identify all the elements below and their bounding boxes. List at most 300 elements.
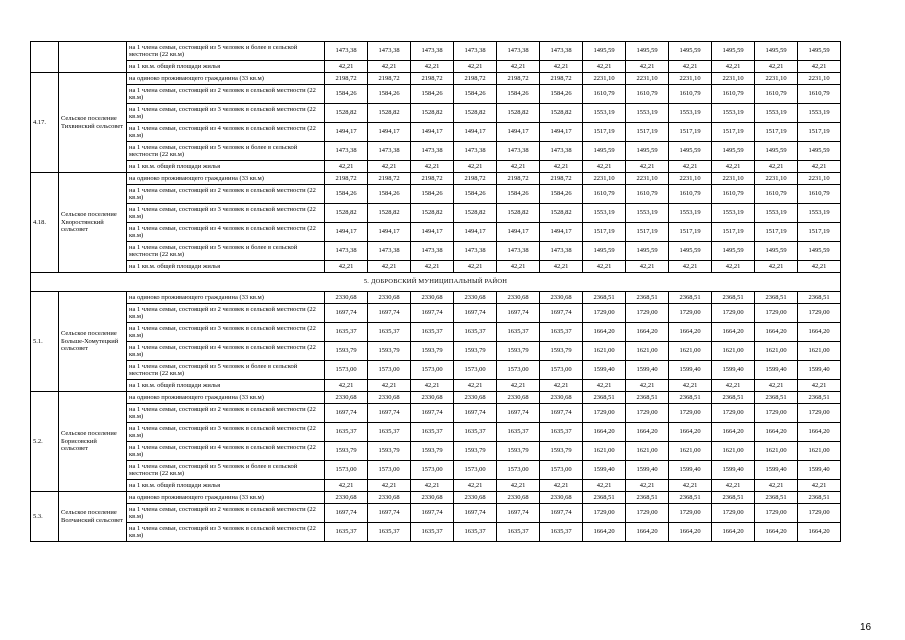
table-row (31, 185, 841, 204)
rate-value: 1584,26 (368, 185, 411, 204)
rate-value: 1664,20 (626, 323, 669, 342)
rate-value: 1528,82 (540, 104, 583, 123)
table-row (31, 242, 841, 261)
rate-value: 1729,00 (583, 304, 626, 323)
rate-value: 1573,00 (411, 461, 454, 480)
row-description: на 1 кв.м. общей площади жилья (127, 480, 325, 492)
table-row (31, 442, 841, 461)
rate-value: 1664,20 (755, 523, 798, 542)
rate-value: 1573,00 (497, 361, 540, 380)
row-description: на 1 члена семьи, состоящей из 4 человек в сельской местности (22 кв.м) (127, 123, 325, 142)
rate-value: 1553,19 (755, 204, 798, 223)
row-description: на 1 члена семьи, состоящей из 2 человек в сельской местности (22 кв.м) (127, 85, 325, 104)
rate-value: 1528,82 (454, 204, 497, 223)
rate-value: 1664,20 (626, 523, 669, 542)
rate-value: 42,21 (583, 380, 626, 392)
table-row (31, 42, 841, 61)
rate-value: 1473,38 (497, 242, 540, 261)
rate-value: 2198,72 (497, 173, 540, 185)
rate-value: 1473,38 (325, 242, 368, 261)
rate-value: 1528,82 (497, 104, 540, 123)
rate-value: 1593,79 (411, 442, 454, 461)
rate-value: 2330,68 (325, 292, 368, 304)
rate-value: 42,21 (798, 61, 841, 73)
row-description: на 1 члена семьи, состоящей из 2 человек в сельской местности (22 кв.м) (127, 185, 325, 204)
rate-value: 1729,00 (798, 304, 841, 323)
rate-value: 42,21 (411, 380, 454, 392)
rate-value: 2330,68 (540, 392, 583, 404)
rate-value: 2231,10 (669, 173, 712, 185)
rate-value: 1697,74 (368, 404, 411, 423)
settlement-name: Сельское поселение Больше-Хомутецкий сельсовет (59, 292, 127, 392)
rate-value: 42,21 (755, 261, 798, 273)
rates-table (30, 41, 841, 542)
rate-value: 1729,00 (669, 404, 712, 423)
rate-value: 1593,79 (325, 342, 368, 361)
rate-value: 42,21 (583, 61, 626, 73)
row-description: на 1 кв.м. общей площади жилья (127, 61, 325, 73)
rate-value: 42,21 (325, 261, 368, 273)
settlement-name: Сельское поселение Волчанский сельсовет (59, 492, 127, 542)
rate-value: 1621,00 (626, 442, 669, 461)
rate-value: 1697,74 (325, 404, 368, 423)
rate-value: 1517,19 (583, 223, 626, 242)
rate-value: 2368,51 (583, 292, 626, 304)
rate-value: 2198,72 (411, 73, 454, 85)
rate-value: 1610,79 (712, 185, 755, 204)
rate-value: 2368,51 (583, 392, 626, 404)
rate-value: 1553,19 (583, 204, 626, 223)
rate-value: 2198,72 (540, 173, 583, 185)
rate-value: 1553,19 (755, 104, 798, 123)
rate-value: 42,21 (798, 261, 841, 273)
rate-value: 2231,10 (798, 173, 841, 185)
rate-value: 42,21 (368, 380, 411, 392)
rate-value: 1729,00 (712, 504, 755, 523)
rate-value: 2330,68 (454, 292, 497, 304)
rate-value: 2368,51 (669, 492, 712, 504)
row-number: 5.2. (31, 392, 59, 492)
rate-value: 2368,51 (669, 392, 712, 404)
rate-value: 42,21 (497, 61, 540, 73)
rate-value: 42,21 (368, 261, 411, 273)
rate-value: 1473,38 (540, 142, 583, 161)
rate-value: 42,21 (454, 480, 497, 492)
table-row (31, 342, 841, 361)
rate-value: 1697,74 (411, 404, 454, 423)
rate-value: 1729,00 (755, 504, 798, 523)
rate-value: 1593,79 (368, 442, 411, 461)
rate-value: 2368,51 (712, 492, 755, 504)
rate-value: 2368,51 (755, 492, 798, 504)
table-row (31, 392, 841, 404)
rate-value: 1729,00 (798, 404, 841, 423)
rate-value: 1599,40 (583, 361, 626, 380)
rate-value: 1495,59 (755, 142, 798, 161)
rate-value: 1573,00 (368, 361, 411, 380)
rate-value: 1635,37 (325, 323, 368, 342)
rate-value: 42,21 (368, 480, 411, 492)
rate-value: 42,21 (583, 161, 626, 173)
rate-value: 42,21 (669, 61, 712, 73)
rate-value: 1664,20 (669, 523, 712, 542)
rate-value: 1635,37 (325, 423, 368, 442)
rate-value: 1635,37 (411, 323, 454, 342)
rate-value: 1593,79 (540, 442, 583, 461)
rate-value: 1553,19 (669, 204, 712, 223)
rate-value: 2231,10 (798, 73, 841, 85)
table-row (31, 61, 841, 73)
rate-value: 1495,59 (712, 242, 755, 261)
row-description: на 1 члена семьи, состоящей из 5 человек и более в сельской местности (22 кв.м) (127, 461, 325, 480)
rate-value: 1584,26 (411, 185, 454, 204)
rate-value: 42,21 (325, 480, 368, 492)
rate-value: 1517,19 (798, 223, 841, 242)
table-row (31, 261, 841, 273)
rate-value: 1729,00 (626, 404, 669, 423)
rate-value: 1517,19 (626, 223, 669, 242)
rate-value: 2198,72 (368, 173, 411, 185)
rate-value: 1729,00 (712, 404, 755, 423)
row-description: на одиноко проживающего гражданина (33 кв.м) (127, 392, 325, 404)
row-description: на 1 члена семьи, состоящей из 2 человек в сельской местности (22 кв.м) (127, 304, 325, 323)
rate-value: 2330,68 (411, 492, 454, 504)
rate-value: 2368,51 (583, 492, 626, 504)
rate-value: 1494,17 (497, 123, 540, 142)
rate-value: 1573,00 (540, 361, 583, 380)
rate-value: 1599,40 (798, 461, 841, 480)
rate-value: 1593,79 (454, 342, 497, 361)
rate-value: 2231,10 (755, 73, 798, 85)
rate-value: 1553,19 (669, 104, 712, 123)
rate-value: 1599,40 (755, 461, 798, 480)
rate-value: 1584,26 (454, 185, 497, 204)
rate-value: 1697,74 (454, 404, 497, 423)
row-description: на 1 члена семьи, состоящей из 5 человек и более в сельской местности (22 кв.м) (127, 361, 325, 380)
rate-value: 1584,26 (411, 85, 454, 104)
rate-value: 1573,00 (497, 461, 540, 480)
row-description: на 1 члена семьи, состоящей из 3 человек в сельской местности (22 кв.м) (127, 104, 325, 123)
rate-value: 1495,59 (583, 242, 626, 261)
rate-value: 1599,40 (669, 361, 712, 380)
rate-value: 1621,00 (626, 342, 669, 361)
rate-value: 1599,40 (712, 461, 755, 480)
rate-value: 1528,82 (325, 204, 368, 223)
settlement-name: Сельское поселение Борисовский сельсовет (59, 392, 127, 492)
row-description: на одиноко проживающего гражданина (33 кв.м) (127, 173, 325, 185)
rate-value: 1495,59 (669, 242, 712, 261)
rate-value: 1573,00 (325, 361, 368, 380)
rate-value: 1584,26 (540, 185, 583, 204)
row-description: на одиноко проживающего гражданина (33 кв.м) (127, 492, 325, 504)
rate-value: 42,21 (798, 480, 841, 492)
rate-value: 42,21 (712, 380, 755, 392)
rate-value: 1584,26 (454, 85, 497, 104)
table-row (31, 504, 841, 523)
rate-value: 2198,72 (497, 73, 540, 85)
rate-value: 42,21 (626, 380, 669, 392)
rate-value: 2368,51 (712, 292, 755, 304)
rate-value: 1697,74 (540, 504, 583, 523)
rate-value: 1494,17 (497, 223, 540, 242)
rate-value: 1664,20 (583, 323, 626, 342)
rate-value: 1495,59 (755, 42, 798, 61)
rate-value: 1573,00 (368, 461, 411, 480)
rate-value: 1610,79 (712, 85, 755, 104)
table-row (31, 404, 841, 423)
rate-value: 42,21 (669, 380, 712, 392)
rate-value: 1494,17 (454, 123, 497, 142)
rate-value: 1729,00 (755, 304, 798, 323)
row-description: на 1 члена семьи, состоящей из 4 человек в сельской местности (22 кв.м) (127, 342, 325, 361)
rate-value: 42,21 (540, 61, 583, 73)
rate-value: 42,21 (368, 161, 411, 173)
rate-value: 42,21 (669, 261, 712, 273)
table-row (31, 461, 841, 480)
rate-value: 1664,20 (669, 423, 712, 442)
rate-value: 42,21 (454, 261, 497, 273)
rate-value: 1610,79 (669, 85, 712, 104)
rate-value: 42,21 (368, 61, 411, 73)
rate-value: 1635,37 (497, 523, 540, 542)
table-row (31, 73, 841, 85)
rate-value: 1610,79 (755, 85, 798, 104)
rate-value: 1553,19 (712, 204, 755, 223)
rate-value: 2330,68 (325, 392, 368, 404)
table-row (31, 173, 841, 185)
rate-value: 2330,68 (368, 492, 411, 504)
rate-value: 1729,00 (583, 504, 626, 523)
table-row (31, 142, 841, 161)
rate-value: 1494,17 (540, 223, 583, 242)
rate-value: 1495,59 (583, 42, 626, 61)
rate-value: 42,21 (497, 480, 540, 492)
rate-value: 1573,00 (325, 461, 368, 480)
rate-value: 1610,79 (798, 85, 841, 104)
rate-value: 42,21 (798, 380, 841, 392)
rate-value: 1553,19 (626, 204, 669, 223)
rate-value: 2330,68 (540, 492, 583, 504)
rate-value: 1635,37 (454, 323, 497, 342)
rate-value: 1635,37 (540, 523, 583, 542)
rate-value: 1517,19 (626, 123, 669, 142)
rate-value: 1729,00 (583, 404, 626, 423)
settlement-name: Сельское поселение Хворостянский сельсовет (59, 173, 127, 273)
rate-value: 1517,19 (755, 123, 798, 142)
rate-value: 1599,40 (669, 461, 712, 480)
rate-value: 2231,10 (712, 173, 755, 185)
row-number: 5.1. (31, 292, 59, 392)
rate-value: 42,21 (411, 261, 454, 273)
table-row (31, 423, 841, 442)
rate-value: 42,21 (669, 161, 712, 173)
rate-value: 42,21 (712, 261, 755, 273)
rate-value: 42,21 (626, 261, 669, 273)
rate-value: 1495,59 (626, 242, 669, 261)
rate-value: 2330,68 (497, 492, 540, 504)
rate-value: 1697,74 (454, 304, 497, 323)
rate-value: 2330,68 (368, 392, 411, 404)
rate-value: 2368,51 (626, 392, 669, 404)
rate-value: 1573,00 (454, 361, 497, 380)
rate-value: 1517,19 (712, 223, 755, 242)
row-description: на 1 члена семьи, состоящей из 3 человек в сельской местности (22 кв.м) (127, 423, 325, 442)
rate-value: 1473,38 (411, 142, 454, 161)
rate-value: 2330,68 (454, 392, 497, 404)
rate-value: 1473,38 (325, 142, 368, 161)
rate-value: 1697,74 (325, 304, 368, 323)
rate-value: 2231,10 (626, 173, 669, 185)
rate-value: 2198,72 (368, 73, 411, 85)
rate-value: 42,21 (497, 380, 540, 392)
rate-value: 2368,51 (798, 392, 841, 404)
rate-value: 1593,79 (497, 342, 540, 361)
rate-value: 1473,38 (411, 42, 454, 61)
row-number: 4.17. (31, 73, 59, 173)
table-row (31, 304, 841, 323)
rate-value: 42,21 (540, 261, 583, 273)
rate-value: 1621,00 (583, 442, 626, 461)
rate-value: 1494,17 (411, 123, 454, 142)
rate-value: 1729,00 (669, 504, 712, 523)
row-description: на 1 кв.м. общей площади жилья (127, 161, 325, 173)
rate-value: 2368,51 (712, 392, 755, 404)
rate-value: 42,21 (755, 380, 798, 392)
rate-value: 1621,00 (798, 342, 841, 361)
rate-value: 42,21 (626, 61, 669, 73)
rate-value: 1473,38 (411, 242, 454, 261)
rate-value: 2330,68 (497, 292, 540, 304)
row-description: на 1 кв.м. общей площади жилья (127, 261, 325, 273)
rate-value: 42,21 (540, 161, 583, 173)
rate-value: 1553,19 (583, 104, 626, 123)
rate-value: 1697,74 (497, 304, 540, 323)
table-row (31, 323, 841, 342)
rate-value: 1473,38 (540, 242, 583, 261)
table-row (31, 223, 841, 242)
table-row (31, 204, 841, 223)
rate-value: 1621,00 (669, 442, 712, 461)
rate-value: 42,21 (411, 61, 454, 73)
rate-value: 1573,00 (540, 461, 583, 480)
rate-value: 42,21 (540, 480, 583, 492)
rate-value: 42,21 (454, 380, 497, 392)
row-description: на 1 члена семьи, состоящей из 2 человек в сельской местности (22 кв.м) (127, 404, 325, 423)
rate-value: 1494,17 (325, 123, 368, 142)
rate-value: 2231,10 (712, 73, 755, 85)
settlement-name: Сельское поселение Тихвинский сельсовет (59, 73, 127, 173)
rate-value: 42,21 (626, 161, 669, 173)
rate-value: 1635,37 (325, 523, 368, 542)
rate-value: 1473,38 (368, 142, 411, 161)
rate-value: 42,21 (712, 61, 755, 73)
rate-value: 42,21 (712, 480, 755, 492)
row-number: 4.18. (31, 173, 59, 273)
rate-value: 1593,79 (325, 442, 368, 461)
rate-value: 2231,10 (626, 73, 669, 85)
page-number: 16 (860, 622, 872, 633)
rate-value: 1635,37 (497, 323, 540, 342)
rate-value: 42,21 (583, 261, 626, 273)
rate-value: 1697,74 (411, 304, 454, 323)
row-description: на 1 члена семьи, состоящей из 3 человек в сельской местности (22 кв.м) (127, 523, 325, 542)
rate-value: 1593,79 (368, 342, 411, 361)
rate-value: 1517,19 (755, 223, 798, 242)
rate-value: 1517,19 (669, 223, 712, 242)
rate-value: 1664,20 (755, 423, 798, 442)
rate-value: 1553,19 (798, 104, 841, 123)
rate-value: 1664,20 (583, 423, 626, 442)
rate-value: 1697,74 (368, 504, 411, 523)
rate-value: 1697,74 (497, 404, 540, 423)
rate-value: 1553,19 (798, 204, 841, 223)
rate-value: 1494,17 (368, 123, 411, 142)
row-number-cell (31, 42, 59, 73)
rate-value: 42,21 (454, 61, 497, 73)
rate-value: 1473,38 (497, 142, 540, 161)
rate-value: 1664,20 (798, 323, 841, 342)
table-row (31, 492, 841, 504)
row-number: 5.3. (31, 492, 59, 542)
row-description: на одиноко проживающего гражданина (33 кв.м) (127, 73, 325, 85)
rate-value: 1635,37 (368, 423, 411, 442)
section-title: 5. ДОБРОВСКИЙ МУНИЦИПАЛЬНЫЙ РАЙОН (31, 273, 841, 292)
rate-value: 1635,37 (368, 523, 411, 542)
row-description: на 1 члена семьи, состоящей из 5 человек и более в сельской местности (22 кв.м) (127, 142, 325, 161)
rate-value: 1494,17 (411, 223, 454, 242)
rate-value: 1599,40 (798, 361, 841, 380)
rate-value: 1473,38 (540, 42, 583, 61)
rate-value: 1495,59 (626, 42, 669, 61)
rate-value: 1528,82 (325, 104, 368, 123)
rate-value: 1729,00 (798, 504, 841, 523)
rate-value: 2368,51 (755, 292, 798, 304)
rate-value: 2368,51 (626, 492, 669, 504)
table-row (31, 104, 841, 123)
rate-value: 1697,74 (368, 304, 411, 323)
rate-value: 1528,82 (454, 104, 497, 123)
rate-value: 2330,68 (368, 292, 411, 304)
rate-value: 1664,20 (712, 523, 755, 542)
rate-value: 1610,79 (626, 185, 669, 204)
rate-value: 2330,68 (497, 392, 540, 404)
rate-value: 1517,19 (583, 123, 626, 142)
rate-value: 42,21 (755, 161, 798, 173)
rate-value: 1584,26 (497, 185, 540, 204)
rate-value: 1697,74 (325, 504, 368, 523)
row-description: на 1 члена семьи, состоящей из 4 человек в сельской местности (22 кв.м) (127, 223, 325, 242)
rate-value: 1664,20 (712, 423, 755, 442)
rate-value: 2198,72 (411, 173, 454, 185)
rate-value: 42,21 (454, 161, 497, 173)
rate-value: 1593,79 (411, 342, 454, 361)
rate-value: 2198,72 (540, 73, 583, 85)
rate-value: 1495,59 (755, 242, 798, 261)
rate-value: 2368,51 (755, 392, 798, 404)
rate-value: 1473,38 (454, 242, 497, 261)
rate-value: 2198,72 (325, 73, 368, 85)
row-description: на 1 члена семьи, состоящей из 3 человек в сельской местности (22 кв.м) (127, 204, 325, 223)
rate-value: 1517,19 (712, 123, 755, 142)
rate-value: 42,21 (755, 480, 798, 492)
rate-value: 1473,38 (368, 42, 411, 61)
rate-value: 42,21 (325, 161, 368, 173)
rate-value: 1635,37 (497, 423, 540, 442)
rate-value: 42,21 (411, 161, 454, 173)
rate-value: 1621,00 (755, 442, 798, 461)
rate-value: 42,21 (497, 161, 540, 173)
table-row (31, 123, 841, 142)
